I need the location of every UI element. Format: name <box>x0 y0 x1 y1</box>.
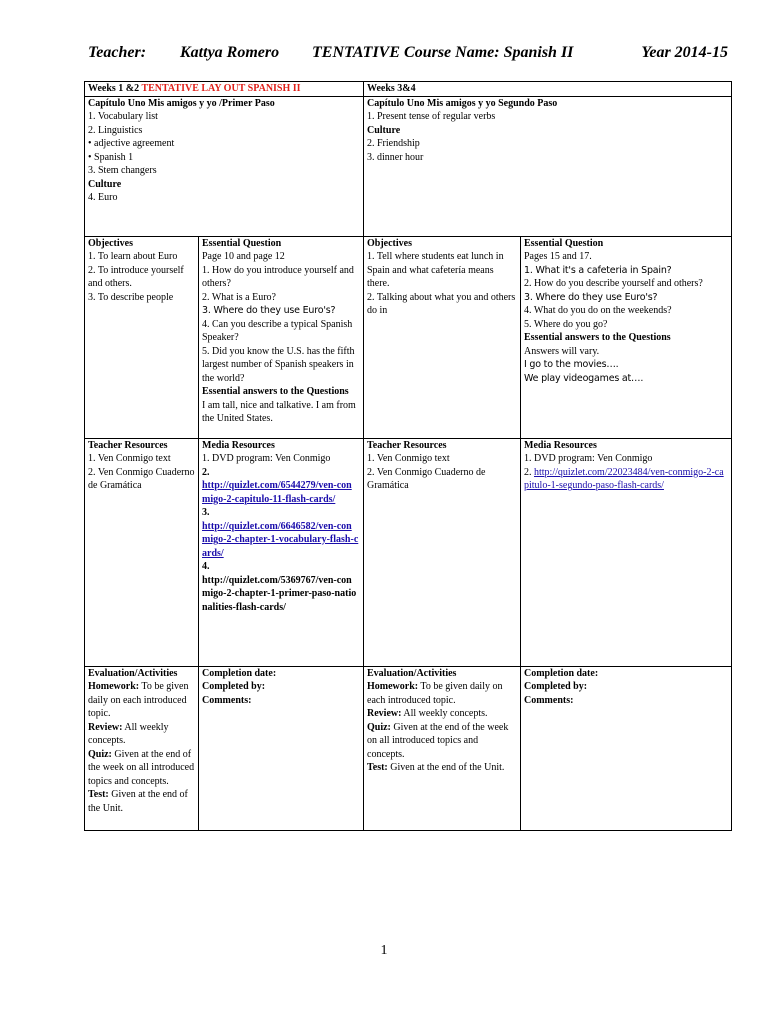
evaluation-label: Evaluation/Activities <box>367 667 457 679</box>
culture-label: Culture <box>367 124 401 136</box>
objectives-row <box>85 236 732 438</box>
comments-label: Comments: <box>524 694 574 706</box>
weeks-3-4-media-resources <box>521 438 732 666</box>
topic-item: 1. Vocabulary list <box>88 111 158 122</box>
essential-answers-label: Essential answers to the Questions <box>524 332 671 343</box>
weeks-1-2-media-resources <box>199 438 364 666</box>
chapter-topics-row <box>85 96 732 236</box>
quizlet-link[interactable]: http://quizlet.com/6544279/ven-conmigo-2-capitulo-11-flash-cards/ <box>202 480 352 505</box>
topic-item: 1. Present tense of regular verbs <box>367 111 496 122</box>
topic-item: 3. Stem changers <box>88 165 157 176</box>
weeks-3-4-topics <box>364 96 732 236</box>
teacher-resource-item: 2. Ven Conmigo Cuaderno de Gramática <box>88 466 195 491</box>
resources-row <box>85 438 732 666</box>
media-resource-number: 3. <box>202 507 210 518</box>
evaluation-row <box>85 666 732 830</box>
eq-line: 3. Where do they use Euro's? <box>524 291 658 303</box>
media-resource-url: http://quizlet.com/5369767/ven-conmigo-2-chapter-1-primer-paso-nationalities-flash-cards/ <box>202 574 357 613</box>
media-resource-number: 2. <box>202 466 210 478</box>
objectives-label: Objectives <box>88 237 133 249</box>
objective-item: 2. Talking about what you and others do in <box>367 291 516 316</box>
eq-line: 1. How do you introduce yourself and others? <box>202 264 354 289</box>
media-resource-number: 4. <box>202 561 210 572</box>
test-item: Test: Given at the end of the Unit. <box>367 762 505 773</box>
topic-item: 2. Linguistics <box>88 124 143 136</box>
completion-date-label: Completion date: <box>202 667 277 679</box>
objective-item: 1. To learn about Euro <box>88 251 178 262</box>
weeks-3-4-essential-question <box>521 236 732 438</box>
eq-line: 5. Did you know the U.S. has the fifth largest number of Spanish speakers in the world? <box>202 345 355 384</box>
eq-line: 2. How do you describe yourself and others? <box>524 278 703 289</box>
weeks-1-2-completion <box>199 666 364 830</box>
objective-item: 2. To introduce yourself and others. <box>88 264 184 289</box>
completion-date-label: Completion date: <box>524 667 599 679</box>
essential-answer-example: I go to the movies…. <box>524 359 619 370</box>
weeks-1-2-topics <box>85 96 364 236</box>
weeks-header-row <box>85 82 732 97</box>
eq-line: 4. Can you describe a typical Spanish Speaker? <box>202 318 353 343</box>
eq-line: 4. What do you do on the weekends? <box>524 305 672 316</box>
essential-answers-label: Essential answers to the Questions <box>202 386 349 397</box>
chapter-title: Capítulo Uno Mis amigos y yo /Primer Paso <box>88 97 275 109</box>
media-resource-item: 1. DVD program: Ven Conmigo <box>202 453 331 464</box>
teacher-resources-label: Teacher Resources <box>88 439 168 451</box>
homework-item: Homework: To be given daily on each introduced topic. <box>367 681 503 706</box>
evaluation-label: Evaluation/Activities <box>88 667 178 679</box>
culture-item: 2. Friendship <box>367 138 420 149</box>
culture-item: 3. dinner hour <box>367 151 424 163</box>
teacher-resource-item: 1. Ven Conmigo text <box>88 453 171 464</box>
weeks-1-2-evaluation <box>85 666 199 830</box>
quiz-item: Quiz: Given at the end of the week on all introduced topics and concepts. <box>367 721 509 760</box>
eq-line: 2. What is a Euro? <box>202 291 276 303</box>
media-resources-label: Media Resources <box>524 439 597 451</box>
quizlet-link[interactable]: http://quizlet.com/22023484/ven-conmigo-2-capitulo-1-segundo-paso-flash-cards/ <box>524 466 724 491</box>
weeks-3-4-evaluation <box>364 666 521 830</box>
eq-line: Pages 15 and 17. <box>524 251 592 262</box>
review-item: Review: All weekly concepts. <box>88 721 169 746</box>
tentative-layout-note: TENTATIVE LAY OUT SPANISH II <box>141 83 301 94</box>
weeks-1-2-essential-question <box>199 236 364 438</box>
homework-item: Homework: To be given daily on each introduced topic. <box>88 681 189 719</box>
completed-by-label: Completed by: <box>202 681 266 692</box>
weeks-3-4-heading: Weeks 3&4 <box>364 82 732 97</box>
teacher-resource-item: 1. Ven Conmigo text <box>367 453 450 464</box>
eq-line: 1. What it's a cafeteria in Spain? <box>524 264 672 276</box>
media-resource-item: 1. DVD program: Ven Conmigo <box>524 453 653 464</box>
completed-by-label: Completed by: <box>524 681 588 692</box>
teacher-resources-label: Teacher Resources <box>367 439 447 451</box>
chapter-title: Capítulo Uno Mis amigos y yo Segundo Paso <box>367 97 558 109</box>
weeks-3-4-completion <box>521 666 732 830</box>
test-item: Test: Given at the end of the Unit. <box>88 789 188 814</box>
topic-item: • Spanish 1 <box>88 151 134 163</box>
weeks-3-4-teacher-resources <box>364 438 521 666</box>
essential-answers-text: I am tall, nice and talkative. I am from the United States. <box>202 399 356 424</box>
weeks-3-4-objectives <box>364 236 521 438</box>
culture-label: Culture <box>88 178 122 190</box>
comments-label: Comments: <box>202 694 252 706</box>
weeks-1-2-heading: Weeks 1 &2 TENTATIVE LAY OUT SPANISH II <box>85 82 364 97</box>
media-resources-label: Media Resources <box>202 439 275 451</box>
teacher-label: Teacher: <box>88 44 147 61</box>
weeks-1-2-teacher-resources <box>85 438 199 666</box>
quiz-item: Quiz: Given at the end of the week on all introduced topics and concepts. <box>88 748 195 787</box>
weeks-1-2-objectives <box>85 236 199 438</box>
course-name: TENTATIVE Course Name: Spanish II <box>312 44 574 61</box>
eq-line: 5. Where do you go? <box>524 318 608 330</box>
essential-answer-example: We play videogames at…. <box>524 372 644 384</box>
culture-item: 4. Euro <box>88 192 118 203</box>
page-header <box>88 44 728 68</box>
school-year: Year 2014-15 <box>641 44 728 61</box>
review-item: Review: All weekly concepts. <box>367 708 488 719</box>
topic-item: • adjective agreement <box>88 138 175 149</box>
teacher-resource-item: 2. Ven Conmigo Cuaderno de Gramática <box>367 466 486 491</box>
quizlet-link[interactable]: http://quizlet.com/6646582/ven-conmigo-2-chapter-1-vocabulary-flash-cards/ <box>202 520 359 559</box>
objectives-label: Objectives <box>367 237 412 249</box>
eq-line: 3. Where do they use Euro's? <box>202 305 336 316</box>
teacher-name: Kattya Romero <box>180 44 280 61</box>
eq-line: Page 10 and page 12 <box>202 251 285 262</box>
media-resource-item: 2. http://quizlet.com/22023484/ven-conmigo-2-capitulo-1-segundo-paso-flash-cards/ <box>524 466 724 491</box>
essential-answers-text: Answers will vary. <box>524 345 600 357</box>
objective-item: 3. To describe people <box>88 291 174 303</box>
course-plan-table <box>84 81 732 831</box>
page-number: 1 <box>380 943 388 958</box>
essential-question-label: Essential Question <box>202 237 282 249</box>
objective-item: 1. Tell where students eat lunch in Spain and what cafetería means there. <box>367 251 504 289</box>
essential-question-label: Essential Question <box>524 237 604 249</box>
